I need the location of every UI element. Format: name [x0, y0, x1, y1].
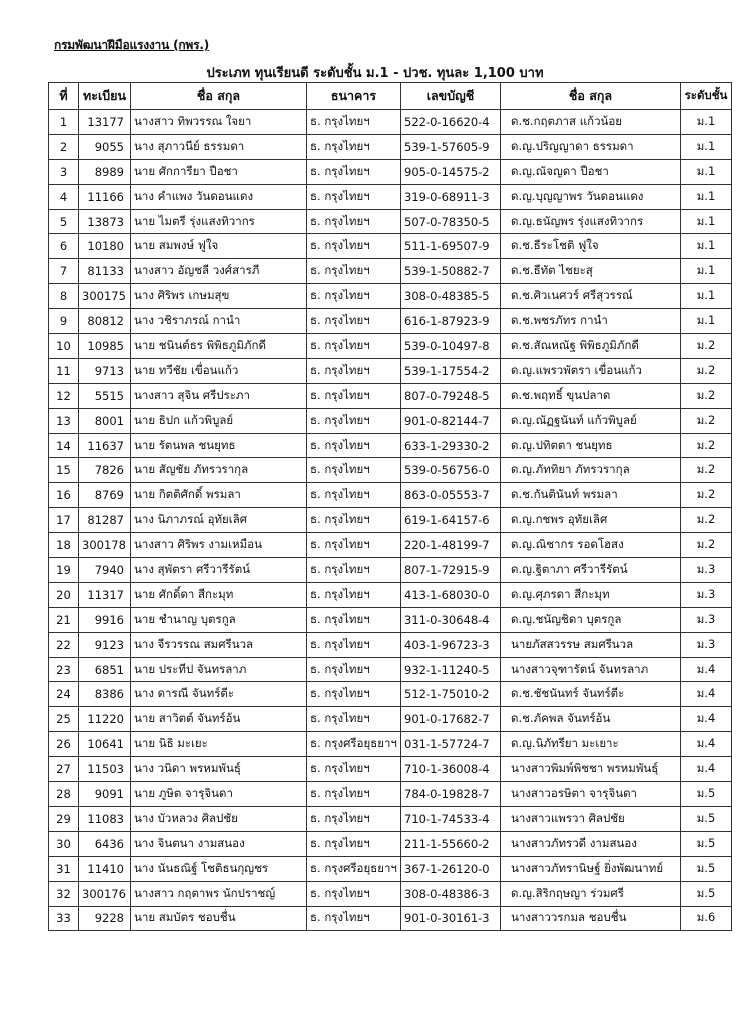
registration-number: 9713	[79, 358, 131, 383]
bank-name: ธ. กรุงไทยฯ	[307, 284, 401, 309]
student-name: ด.ช.พชรภัทร กานำ	[501, 309, 681, 334]
row-number: 18	[49, 533, 79, 558]
student-name: ด.ญ.ปทิตตา ชนยุทธ	[501, 433, 681, 458]
table-row	[49, 757, 732, 782]
student-name: ด.ญ.ณิชากร รอดโฮสง	[501, 533, 681, 558]
bank-name: ธ. กรุงไทยฯ	[307, 508, 401, 533]
grade-level: ม.1	[681, 209, 732, 234]
account-number: 807-0-79248-5	[401, 383, 501, 408]
grade-level: ม.2	[681, 533, 732, 558]
table-row	[49, 856, 732, 881]
student-name: ด.ช.ชัชนันทร์ จันทร์ตีะ	[501, 682, 681, 707]
student-name: ด.ช.กฤตภาส แก้วน้อย	[501, 110, 681, 135]
parent-name: นาย กิตติศักดิ์ พรมลา	[131, 483, 307, 508]
registration-number: 300178	[79, 533, 131, 558]
grade-level: ม.1	[681, 284, 732, 309]
bank-name: ธ. กรุงไทยฯ	[307, 806, 401, 831]
account-number: 901-0-30161-3	[401, 906, 501, 931]
registration-number: 8001	[79, 408, 131, 433]
bank-name: ธ. กรุงไทยฯ	[307, 433, 401, 458]
row-number: 32	[49, 881, 79, 906]
row-number: 16	[49, 483, 79, 508]
grade-level: ม.2	[681, 508, 732, 533]
table-row	[49, 732, 732, 757]
registration-number: 11410	[79, 856, 131, 881]
row-number: 3	[49, 159, 79, 184]
student-name: ด.ญ.บุญญาพร วันดอนแดง	[501, 184, 681, 209]
row-number: 12	[49, 383, 79, 408]
bank-name: ธ. กรุงศรีอยุธยาฯ	[307, 856, 401, 881]
registration-number: 11637	[79, 433, 131, 458]
bank-name: ธ. กรุงไทยฯ	[307, 309, 401, 334]
grade-level: ม.2	[681, 458, 732, 483]
registration-number: 81133	[79, 259, 131, 284]
parent-name: นาง ดารณี จันทร์ตีะ	[131, 682, 307, 707]
table-row	[49, 806, 732, 831]
grade-level: ม.1	[681, 184, 732, 209]
grade-level: ม.3	[681, 582, 732, 607]
bank-name: ธ. กรุงไทยฯ	[307, 334, 401, 359]
row-number: 22	[49, 632, 79, 657]
student-name: ด.ญ.ฐิตาภา ศรีวารีรัตน์	[501, 558, 681, 583]
grade-level: ม.4	[681, 732, 732, 757]
table-row	[49, 782, 732, 807]
bank-name: ธ. กรุงไทยฯ	[307, 582, 401, 607]
registration-number: 11317	[79, 582, 131, 607]
parent-name: นางสาว อัญชลี วงศ์สารภี	[131, 259, 307, 284]
account-number: 539-0-56756-0	[401, 458, 501, 483]
table-header-row	[49, 83, 732, 110]
grade-level: ม.5	[681, 806, 732, 831]
grade-level: ม.3	[681, 607, 732, 632]
col-header-bank: ธนาคาร	[307, 83, 401, 110]
row-number: 9	[49, 309, 79, 334]
parent-name: นางสาว สุจิน ศรีประภา	[131, 383, 307, 408]
table-row	[49, 358, 732, 383]
registration-number: 8386	[79, 682, 131, 707]
row-number: 14	[49, 433, 79, 458]
row-number: 8	[49, 284, 79, 309]
parent-name: นาง จีรวรรณ สมศรีนวล	[131, 632, 307, 657]
student-name: นางสาววรกมล ชอบชื่น	[501, 906, 681, 931]
grade-level: ม.1	[681, 134, 732, 159]
account-number: 413-1-68030-0	[401, 582, 501, 607]
parent-name: นาย ภูษิต จารุจินดา	[131, 782, 307, 807]
account-number: 633-1-29330-2	[401, 433, 501, 458]
parent-name: นาง สุภาวนีย์ ธรรมดา	[131, 134, 307, 159]
parent-name: นาย ศักดิ์ดา สีกะมุท	[131, 582, 307, 607]
row-number: 6	[49, 234, 79, 259]
registration-number: 11166	[79, 184, 131, 209]
parent-name: นาย ทวีชัย เขื่อนแก้ว	[131, 358, 307, 383]
account-number: 710-1-36008-4	[401, 757, 501, 782]
account-number: 403-1-96723-3	[401, 632, 501, 657]
row-number: 1	[49, 110, 79, 135]
registration-number: 13873	[79, 209, 131, 234]
table-row	[49, 383, 732, 408]
registration-number: 80812	[79, 309, 131, 334]
registration-number: 300176	[79, 881, 131, 906]
student-name: ด.ญ.นิภัทรียา มะเยาะ	[501, 732, 681, 757]
organization-heading: กรมพัฒนาฝีมือแรงงาน (กพร.)	[54, 38, 210, 52]
registration-number: 7940	[79, 558, 131, 583]
registration-number: 81287	[79, 508, 131, 533]
parent-name: นางสาว กฤตาพร นักปราชญ์	[131, 881, 307, 906]
row-number: 21	[49, 607, 79, 632]
student-name: ด.ญ.ภัททิยา ภัทรวรากุล	[501, 458, 681, 483]
registration-number: 7826	[79, 458, 131, 483]
account-number: 367-1-26120-0	[401, 856, 501, 881]
student-name: ด.ช.ธีระโชติ ฟูใจ	[501, 234, 681, 259]
parent-name: นาย สาวิตต์ จันทร์อ้น	[131, 707, 307, 732]
parent-name: นาย ไมตรี รุ่งแสงทิวากร	[131, 209, 307, 234]
account-number: 211-1-55660-2	[401, 831, 501, 856]
student-name: ด.ญ.ปริญญาดา ธรรมดา	[501, 134, 681, 159]
registration-number: 9916	[79, 607, 131, 632]
grade-level: ม.2	[681, 358, 732, 383]
grade-level: ม.2	[681, 334, 732, 359]
student-name: ด.ช.พฤทธิ์ ขุนปลาด	[501, 383, 681, 408]
grade-level: ม.3	[681, 632, 732, 657]
row-number: 2	[49, 134, 79, 159]
table-row	[49, 881, 732, 906]
bank-name: ธ. กรุงไทยฯ	[307, 906, 401, 931]
row-number: 28	[49, 782, 79, 807]
account-number: 539-1-17554-2	[401, 358, 501, 383]
account-number: 710-1-74533-4	[401, 806, 501, 831]
bank-name: ธ. กรุงไทยฯ	[307, 110, 401, 135]
account-number: 901-0-17682-7	[401, 707, 501, 732]
grade-level: ม.1	[681, 234, 732, 259]
table-row	[49, 831, 732, 856]
account-number: 512-1-75010-2	[401, 682, 501, 707]
table-row	[49, 632, 732, 657]
bank-name: ธ. กรุงไทยฯ	[307, 831, 401, 856]
row-number: 5	[49, 209, 79, 234]
table-row	[49, 184, 732, 209]
account-number: 308-0-48385-5	[401, 284, 501, 309]
row-number: 13	[49, 408, 79, 433]
student-name: นางสาวแพรวา ศิลปชัย	[501, 806, 681, 831]
table-row	[49, 408, 732, 433]
registration-number: 300175	[79, 284, 131, 309]
table-row	[49, 309, 732, 334]
bank-name: ธ. กรุงไทยฯ	[307, 558, 401, 583]
parent-name: นาง นันธณิฐ์ โชติธนกุญชร	[131, 856, 307, 881]
row-number: 10	[49, 334, 79, 359]
registration-number: 8769	[79, 483, 131, 508]
parent-name: นาย ศักการียา ปือชา	[131, 159, 307, 184]
parent-name: นาย รัตนพล ชนยุทธ	[131, 433, 307, 458]
row-number: 23	[49, 657, 79, 682]
row-number: 19	[49, 558, 79, 583]
table-row	[49, 508, 732, 533]
grade-level: ม.2	[681, 383, 732, 408]
col-header-grade: ระดับชั้น	[681, 83, 732, 110]
table-row	[49, 433, 732, 458]
registration-number: 5515	[79, 383, 131, 408]
registration-number: 10641	[79, 732, 131, 757]
parent-name: นาง บัวหลวง ศิลปชัย	[131, 806, 307, 831]
bank-name: ธ. กรุงไทยฯ	[307, 358, 401, 383]
row-number: 27	[49, 757, 79, 782]
table-row	[49, 607, 732, 632]
registration-number: 13177	[79, 110, 131, 135]
grade-level: ม.5	[681, 831, 732, 856]
table-row	[49, 334, 732, 359]
col-header-account-no: เลขบัญชี	[401, 83, 501, 110]
student-name: นางสาวภัทรวดี งามสนอง	[501, 831, 681, 856]
parent-name: นาง นิภาภรณ์ อุทัยเลิศ	[131, 508, 307, 533]
student-name: นางสาวจุฑารัตน์ จันทรลาภ	[501, 657, 681, 682]
col-header-registration: ทะเบียน	[79, 83, 131, 110]
student-name: ด.ญ.ชนัญชิดา บุตรกูล	[501, 607, 681, 632]
grade-level: ม.1	[681, 259, 732, 284]
student-name: นายภัสสวรรษ สมศรีนวล	[501, 632, 681, 657]
table-row	[49, 682, 732, 707]
grade-level: ม.3	[681, 558, 732, 583]
parent-name: นาง จินตนา งามสนอง	[131, 831, 307, 856]
table-row	[49, 707, 732, 732]
bank-name: ธ. กรุงไทยฯ	[307, 134, 401, 159]
table-row	[49, 533, 732, 558]
table-row	[49, 558, 732, 583]
parent-name: นาย ชำนาญ บุตรกูล	[131, 607, 307, 632]
grade-level: ม.2	[681, 408, 732, 433]
bank-name: ธ. กรุงไทยฯ	[307, 657, 401, 682]
grade-level: ม.2	[681, 433, 732, 458]
account-number: 784-0-19828-7	[401, 782, 501, 807]
grade-level: ม.1	[681, 110, 732, 135]
bank-name: ธ. กรุงไทยฯ	[307, 607, 401, 632]
row-number: 7	[49, 259, 79, 284]
row-number: 29	[49, 806, 79, 831]
parent-name: นาง วชิราภรณ์ กานำ	[131, 309, 307, 334]
grade-level: ม.5	[681, 881, 732, 906]
account-number: 319-0-68911-3	[401, 184, 501, 209]
bank-name: ธ. กรุงไทยฯ	[307, 234, 401, 259]
student-name: ด.ช.กันตินันท์ พรมลา	[501, 483, 681, 508]
registration-number: 10180	[79, 234, 131, 259]
account-number: 616-1-87923-9	[401, 309, 501, 334]
registration-number: 6436	[79, 831, 131, 856]
registration-number: 10985	[79, 334, 131, 359]
bank-name: ธ. กรุงไทยฯ	[307, 533, 401, 558]
row-number: 15	[49, 458, 79, 483]
parent-name: นาย ประทีป จันทรลาภ	[131, 657, 307, 682]
table-row	[49, 110, 732, 135]
grade-level: ม.5	[681, 782, 732, 807]
account-number: 539-1-50882-7	[401, 259, 501, 284]
student-name: ด.ช.สัณหณัฐ พิพิธภูมิภักดี	[501, 334, 681, 359]
col-header-parent-name: ชื่อ สกุล	[131, 83, 307, 110]
table-body	[49, 110, 732, 931]
account-number: 539-1-57605-9	[401, 134, 501, 159]
grade-level: ม.1	[681, 309, 732, 334]
account-number: 031-1-57724-7	[401, 732, 501, 757]
bank-name: ธ. กรุงไทยฯ	[307, 408, 401, 433]
table-row	[49, 483, 732, 508]
bank-name: ธ. กรุงไทยฯ	[307, 383, 401, 408]
registration-number: 11503	[79, 757, 131, 782]
bank-name: ธ. กรุงไทยฯ	[307, 881, 401, 906]
grade-level: ม.6	[681, 906, 732, 931]
student-name: นางสาวภัทรานิษฐ์ ยิ่งพัฒนาทย์	[501, 856, 681, 881]
table-row	[49, 234, 732, 259]
account-number: 522-0-16620-4	[401, 110, 501, 135]
student-name: ด.ช.ศิวเนศวร์ ศรีสุวรรณ์	[501, 284, 681, 309]
student-name: นางสาวอรษิตา จารุจินดา	[501, 782, 681, 807]
student-name: ด.ญ.ณัฏฐนันท์ แก้วพิบูลย์	[501, 408, 681, 433]
row-number: 20	[49, 582, 79, 607]
parent-name: นาย ธิปก แก้วพิบูลย์	[131, 408, 307, 433]
bank-name: ธ. กรุงไทยฯ	[307, 483, 401, 508]
row-number: 11	[49, 358, 79, 383]
parent-name: นางสาว ศิริพร งามเหมือน	[131, 533, 307, 558]
row-number: 30	[49, 831, 79, 856]
bank-name: ธ. กรุงไทยฯ	[307, 209, 401, 234]
bank-name: ธ. กรุงไทยฯ	[307, 682, 401, 707]
registration-number: 8989	[79, 159, 131, 184]
row-number: 24	[49, 682, 79, 707]
bank-name: ธ. กรุงไทยฯ	[307, 757, 401, 782]
account-number: 308-0-48386-3	[401, 881, 501, 906]
registration-number: 11220	[79, 707, 131, 732]
parent-name: นาง ศิริพร เกษมสุข	[131, 284, 307, 309]
student-name: ด.ญ.แพรวพัตรา เขื่อนแก้ว	[501, 358, 681, 383]
parent-name: นาง คำแพง วันดอนแดง	[131, 184, 307, 209]
table-row	[49, 582, 732, 607]
student-name: ด.ช.ภัคพล จันทร์อ้น	[501, 707, 681, 732]
bank-name: ธ. กรุงไทยฯ	[307, 259, 401, 284]
account-number: 807-1-72915-9	[401, 558, 501, 583]
col-header-student-name: ชื่อ สกุล	[501, 83, 681, 110]
table-row	[49, 657, 732, 682]
registration-number: 9228	[79, 906, 131, 931]
account-number: 932-1-11240-5	[401, 657, 501, 682]
col-header-no: ที่	[49, 83, 79, 110]
grade-level: ม.2	[681, 483, 732, 508]
bank-name: ธ. กรุงไทยฯ	[307, 184, 401, 209]
bank-name: ธ. กรุงไทยฯ	[307, 632, 401, 657]
table-row	[49, 209, 732, 234]
parent-name: นาย นิธิ มะเยะ	[131, 732, 307, 757]
parent-name: นางสาว ทิพวรรณ ใจยา	[131, 110, 307, 135]
document-title: ประเภท ทุนเรียนดี ระดับชั้น ม.1 - ปวช. ทุนละ 1,100 บาท	[206, 66, 544, 81]
scholarship-table	[48, 82, 732, 931]
parent-name: นาย ชนินต์ธร พิพิธภูมิภักดี	[131, 334, 307, 359]
grade-level: ม.4	[681, 707, 732, 732]
student-name: ด.ช.ธีทัต ไชยะสุ	[501, 259, 681, 284]
student-name: ด.ญ.ธนัญพร รุ่งแสงทิวากร	[501, 209, 681, 234]
row-number: 17	[49, 508, 79, 533]
account-number: 511-1-69507-9	[401, 234, 501, 259]
row-number: 4	[49, 184, 79, 209]
row-number: 25	[49, 707, 79, 732]
account-number: 507-0-78350-5	[401, 209, 501, 234]
table-row	[49, 134, 732, 159]
account-number: 539-0-10497-8	[401, 334, 501, 359]
row-number: 26	[49, 732, 79, 757]
account-number: 619-1-64157-6	[401, 508, 501, 533]
account-number: 863-0-05553-7	[401, 483, 501, 508]
table-row	[49, 159, 732, 184]
parent-name: นาย สมบัตร ชอบชื่น	[131, 906, 307, 931]
parent-name: นาย สมพงษ์ ฟูใจ	[131, 234, 307, 259]
student-name: ด.ญ.กชพร อุทัยเลิศ	[501, 508, 681, 533]
parent-name: นาง วนิดา พรหมพันธุ์	[131, 757, 307, 782]
bank-name: ธ. กรุงไทยฯ	[307, 707, 401, 732]
grade-level: ม.1	[681, 159, 732, 184]
account-number: 905-0-14575-2	[401, 159, 501, 184]
student-name: ด.ญ.ณัจญดา ปือชา	[501, 159, 681, 184]
grade-level: ม.4	[681, 757, 732, 782]
grade-level: ม.5	[681, 856, 732, 881]
student-name: นางสาวพิมพ์พิชชา พรหมพันธุ์	[501, 757, 681, 782]
registration-number: 9091	[79, 782, 131, 807]
student-name: ด.ญ.สิริกฤษญา ร่วมศรี	[501, 881, 681, 906]
row-number: 33	[49, 906, 79, 931]
parent-name: นาง สุพัตรา ศรีวารีรัตน์	[131, 558, 307, 583]
table-row	[49, 259, 732, 284]
account-number: 311-0-30648-4	[401, 607, 501, 632]
bank-name: ธ. กรุงศรีอยุธยาฯ	[307, 732, 401, 757]
grade-level: ม.4	[681, 657, 732, 682]
registration-number: 9055	[79, 134, 131, 159]
account-number: 220-1-48199-7	[401, 533, 501, 558]
row-number: 31	[49, 856, 79, 881]
table-row	[49, 906, 732, 931]
parent-name: นาย สัญชัย ภัทรวรากุล	[131, 458, 307, 483]
registration-number: 6851	[79, 657, 131, 682]
table-row	[49, 458, 732, 483]
registration-number: 11083	[79, 806, 131, 831]
student-name: ด.ญ.ศุภรดา สีกะมุท	[501, 582, 681, 607]
account-number: 901-0-82144-7	[401, 408, 501, 433]
bank-name: ธ. กรุงไทยฯ	[307, 782, 401, 807]
registration-number: 9123	[79, 632, 131, 657]
table-row	[49, 284, 732, 309]
bank-name: ธ. กรุงไทยฯ	[307, 458, 401, 483]
grade-level: ม.4	[681, 682, 732, 707]
bank-name: ธ. กรุงไทยฯ	[307, 159, 401, 184]
